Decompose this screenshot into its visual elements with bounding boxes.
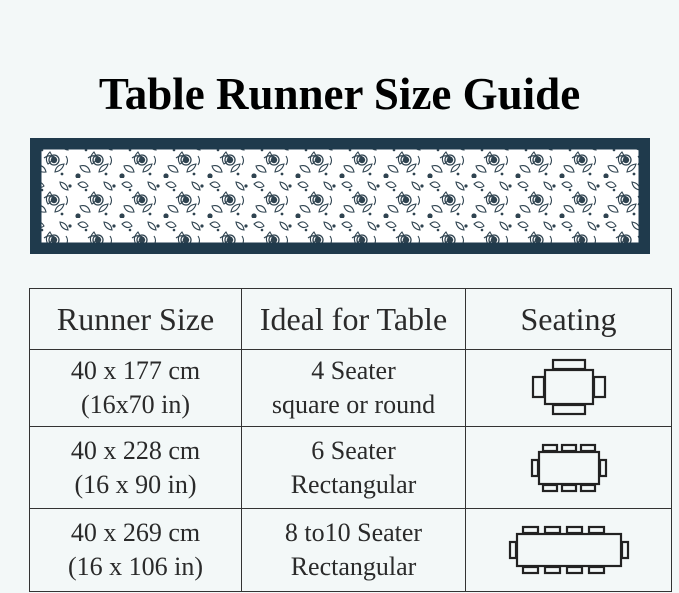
four-seater-table-icon	[529, 358, 609, 418]
header-ideal-for-table: Ideal for Table	[242, 289, 466, 350]
ten-seater-table-icon	[507, 524, 631, 576]
size-in: (16 x 106 in)	[67, 552, 204, 581]
table-shape: Rectangular	[290, 469, 417, 499]
six-seater-table-icon	[529, 442, 609, 494]
size-guide-table	[29, 288, 672, 592]
size-in: (16x70 in)	[80, 390, 191, 419]
seating-cell	[466, 509, 672, 592]
ideal-table-cell	[242, 427, 466, 509]
header-seating: Seating	[466, 289, 672, 350]
seating-cell	[466, 427, 672, 509]
size-cm: 40 x 177 cm	[70, 356, 201, 385]
table-header-row	[30, 289, 672, 350]
size-in: (16 x 90 in)	[74, 469, 197, 499]
table-shape: square or round	[271, 390, 436, 419]
ideal-table-cell	[242, 350, 466, 427]
runner-size-cell	[30, 509, 242, 592]
seater-count: 4 Seater	[311, 356, 396, 385]
ideal-table-cell	[242, 509, 466, 592]
runner-size-cell	[30, 427, 242, 509]
table-row	[30, 427, 672, 509]
seater-count: 8 to10 Seater	[284, 518, 423, 547]
size-cm: 40 x 269 cm	[70, 518, 201, 547]
seating-cell	[466, 350, 672, 427]
size-cm: 40 x 228 cm	[70, 435, 201, 465]
header-runner-size: Runner Size	[30, 289, 242, 350]
page-title: Table Runner Size Guide	[98, 69, 581, 119]
table-runner-image	[30, 138, 650, 254]
table-shape: Rectangular	[290, 552, 417, 581]
table-row	[30, 350, 672, 427]
table-row	[30, 509, 672, 592]
seater-count: 6 Seater	[311, 435, 396, 465]
runner-size-cell	[30, 350, 242, 427]
